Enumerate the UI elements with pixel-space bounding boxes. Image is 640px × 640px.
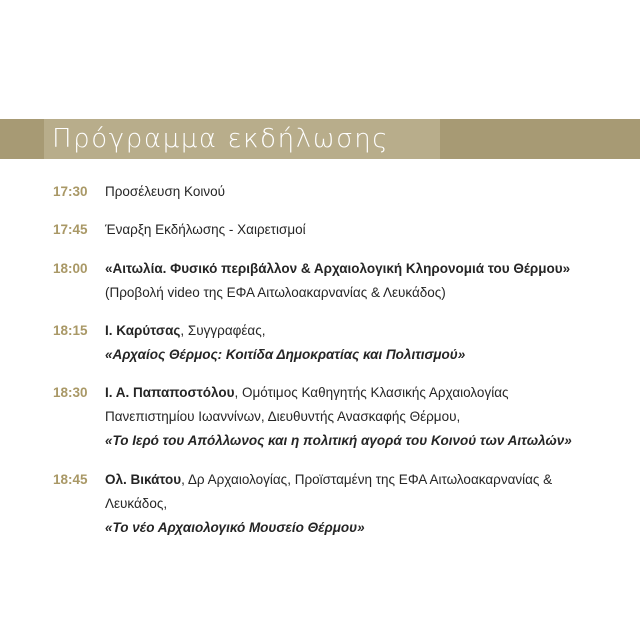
entry-role-continued: Λευκάδος, (105, 496, 168, 511)
entry-time: 18:15 (53, 323, 88, 338)
entry-time: 17:45 (53, 222, 88, 237)
entry-role: , Ομότιμος Καθηγητής Κλασικής Αρχαιολογίας (234, 385, 509, 400)
entry-role: , Δρ Αρχαιολογίας, Προϊσταμένη της ΕΦΑ Αιτωλοακαρνανίας & (181, 472, 553, 487)
entry-time: 18:45 (53, 472, 88, 487)
entry-time: 18:30 (53, 385, 88, 400)
entry-body (105, 381, 615, 453)
entry-role: , Συγγραφέας, (180, 323, 266, 338)
entry-speaker: Ι. Α. Παπαποστόλου (105, 385, 235, 400)
entry-time: 18:00 (53, 261, 88, 276)
entry-body (105, 257, 615, 305)
entry-talk-title: «Αρχαίος Θέρμος: Κοιτίδα Δημοκρατίας και Πολιτισμού» (105, 347, 466, 362)
entry-body (105, 218, 615, 242)
entry-note: (Προβολή video της ΕΦΑ Αιτωλοακαρνανίας & Λευκάδος) (105, 285, 446, 300)
entry-body (105, 180, 615, 204)
entry-talk-title: «Το νέο Αρχαιολογικό Μουσείο Θέρμου» (105, 520, 365, 535)
entry-body (105, 468, 615, 540)
entry-speaker: Ι. Καρύτσας (105, 323, 181, 338)
entry-talk-title: «Το Ιερό του Απόλλωνος και η πολιτική αγορά του Κοινού των Αιτωλών» (105, 433, 572, 448)
entry-headline: «Αιτωλία. Φυσικό περιβάλλον & Αρχαιολογική Κληρονομιά του Θέρμου» (105, 261, 571, 276)
entry-time: 17:30 (53, 184, 88, 199)
entry-text: Έναρξη Εκδήλωσης - Χαιρετισμοί (105, 222, 306, 237)
entry-role-continued: Πανεπιστημίου Ιωαννίνων, Διευθυντής Ανασκαφής Θέρμου, (105, 409, 461, 424)
entry-text: Προσέλευση Κοινού (105, 184, 226, 199)
entry-speaker: Ολ. Βικάτου (105, 472, 182, 487)
title-band (0, 119, 640, 159)
page-title: Πρόγραμμα εκδήλωσης (52, 124, 390, 154)
entry-body (105, 319, 615, 367)
